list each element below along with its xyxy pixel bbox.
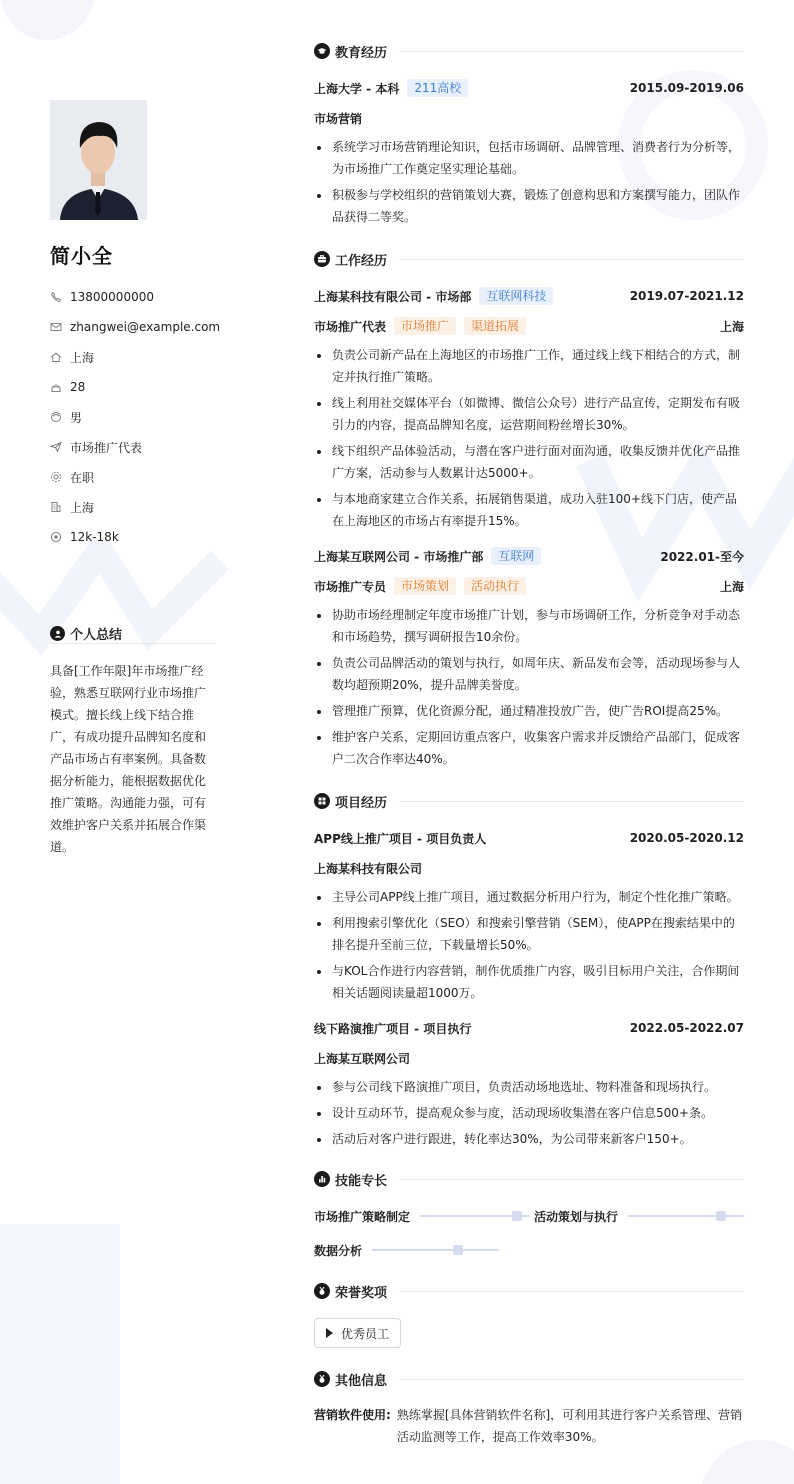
job-company: 上海某科技有限公司 - 市场部	[314, 289, 472, 304]
list-item: 利用搜索引擎优化（SEO）和搜索引擎营销（SEM），使APP在搜索结果中的排名提升至前三位，下载量增长50%。	[314, 912, 744, 956]
awards-list	[314, 1318, 744, 1348]
contact-info-list	[50, 282, 221, 552]
skill-name: 市场推广策略制定	[314, 1209, 411, 1224]
section-divider	[399, 51, 744, 52]
list-item: 协助市场经理制定年度市场推广计划，参与市场调研工作，分析竞争对手动态和市场趋势，撰写调研报告10余份。	[314, 604, 744, 648]
avatar	[50, 100, 147, 220]
decor-bottom-left-rect	[0, 1224, 120, 1484]
home-icon	[50, 351, 62, 363]
info-gender-value: 男	[70, 410, 83, 425]
job-header-row	[314, 286, 744, 306]
mail-icon	[50, 321, 62, 333]
award-label: 优秀员工	[341, 1326, 390, 1341]
job-city: 上海	[719, 579, 744, 594]
graduation-cap-icon	[314, 43, 330, 59]
decor-top-left-circle	[0, 0, 95, 40]
project-header-row	[314, 828, 744, 848]
main-column	[314, 40, 744, 1448]
list-item: 设计互动环节，提高观众参与度，活动现场收集潜在客户信息500+条。	[314, 1102, 744, 1124]
job-role: 市场推广代表	[314, 319, 387, 334]
awards-title: 荣誉奖项	[335, 1285, 388, 1301]
major-row	[314, 108, 744, 128]
project-company-row	[314, 1048, 744, 1068]
info-position-value: 市场推广代表	[70, 440, 143, 455]
other-label: 营销软件使用:	[314, 1408, 391, 1422]
info-salary-value: 12k-18k	[70, 530, 119, 544]
list-item: 线上利用社交媒体平台（如微博、微信公众号）进行产品宣传，定期发布有吸引力的内容，提高品牌知名度，运营期间粉丝增长30%。	[314, 392, 744, 436]
skills-row	[314, 1240, 744, 1260]
work-section	[314, 248, 744, 770]
info-status-value: 在职	[70, 470, 95, 485]
education-section	[314, 40, 744, 228]
list-item: 负责公司新产品在上海地区的市场推广工作，通过线上线下相结合的方式，制定并执行推广策略。	[314, 344, 744, 388]
list-item: 与本地商家建立合作关系，拓展销售渠道，成功入驻100+线下门店，使产品在上海地区的市场占有率提升15%。	[314, 488, 744, 532]
other-title: 其他信息	[335, 1373, 388, 1389]
project-header-row	[314, 1018, 744, 1038]
list-item: 参与公司线下路演推广项目，负责活动场地选址、物料准备和现场执行。	[314, 1076, 744, 1098]
job-role-row	[314, 316, 744, 336]
skills-header	[314, 1168, 744, 1190]
other-text: 熟练掌握[具体营销软件名称]，可利用其进行客户关系管理、营销活动监测等工作，提高工作效率30%。	[396, 1408, 743, 1444]
project-company: 上海某科技有限公司	[314, 861, 423, 876]
education-row	[314, 78, 744, 98]
major-name: 市场营销	[314, 111, 363, 126]
awards-section	[314, 1280, 744, 1348]
job-entry	[314, 286, 744, 532]
play-icon	[326, 1328, 333, 1338]
section-divider	[399, 1291, 744, 1292]
project-entry	[314, 828, 744, 1004]
user-icon	[50, 626, 65, 641]
projects-section	[314, 790, 744, 1150]
skills-row	[314, 1206, 744, 1226]
briefcase-icon	[314, 251, 330, 267]
info-icon	[314, 1371, 330, 1387]
info-age	[50, 372, 216, 402]
skill-level-knob	[453, 1245, 463, 1255]
job-bullets	[314, 344, 744, 532]
skills-section	[314, 1168, 744, 1260]
send-icon	[50, 441, 62, 453]
building-icon	[50, 501, 62, 513]
projects-title: 项目经历	[335, 795, 388, 811]
job-bullets	[314, 604, 744, 770]
project-name: APP线上推广项目 - 项目负责人	[314, 831, 487, 846]
job-city: 上海	[719, 319, 744, 334]
skill-item	[534, 1206, 744, 1226]
skill-name: 活动策划与执行	[533, 1209, 618, 1224]
profile-column	[50, 100, 221, 552]
job-period: 2019.07-2021.12	[629, 289, 744, 303]
work-title: 工作经历	[335, 253, 388, 269]
award-item	[314, 1318, 401, 1348]
project-name: 线下路演推广项目 - 项目执行	[314, 1021, 472, 1036]
education-bullets	[314, 136, 744, 228]
role-tag: 活动执行	[464, 577, 526, 595]
project-entry	[314, 1018, 744, 1150]
skills-title: 技能专长	[335, 1173, 388, 1189]
skill-level-knob	[512, 1211, 522, 1221]
summary-section-header	[50, 624, 216, 644]
list-item: 线下组织产品体验活动，与潜在客户进行面对面沟通，收集反馈并优化产品推广方案，活动参与人数累计达5000+。	[314, 440, 744, 484]
job-industry-tag: 互联网科技	[479, 287, 553, 305]
skill-level-bar	[628, 1215, 744, 1217]
info-location-value: 上海	[70, 350, 95, 365]
job-industry-tag: 互联网	[491, 547, 541, 565]
grid-icon	[314, 793, 330, 809]
skill-item	[314, 1206, 534, 1226]
projects-header	[314, 790, 744, 812]
list-item: 管理推广预算，优化资源分配，通过精准投放广告，使广告ROI提高25%。	[314, 700, 744, 722]
salary-icon	[50, 531, 62, 543]
gender-icon	[50, 411, 62, 423]
info-location	[50, 342, 216, 372]
section-divider	[399, 1379, 744, 1380]
info-phone	[50, 282, 216, 312]
info-city	[50, 492, 216, 522]
list-item: 负责公司品牌活动的策划与执行，如周年庆、新品发布会等，活动现场参与人数均超预期20%，提升品牌美誉度。	[314, 652, 744, 696]
awards-header	[314, 1280, 744, 1302]
skill-name: 数据分析	[314, 1243, 363, 1258]
list-item: 系统学习市场营销理论知识，包括市场调研、品牌管理、消费者行为分析等，为市场推广工作奠定坚实理论基础。	[314, 136, 744, 180]
bar-chart-icon	[314, 1171, 330, 1187]
skill-level-bar	[420, 1215, 530, 1217]
job-role-row	[314, 576, 744, 596]
info-email-value: zhangwei@example.com	[70, 320, 221, 334]
school-tag: 211高校	[407, 79, 468, 97]
info-status	[50, 462, 216, 492]
status-icon	[50, 471, 62, 483]
job-header-row	[314, 546, 744, 566]
skill-level-bar	[372, 1249, 499, 1251]
info-city-value: 上海	[70, 500, 95, 515]
phone-icon	[50, 291, 62, 303]
section-divider	[399, 259, 744, 260]
section-divider	[399, 1179, 744, 1180]
project-company-row	[314, 858, 744, 878]
info-gender	[50, 402, 216, 432]
list-item: 主导公司APP线上推广项目，通过数据分析用户行为，制定个性化推广策略。	[314, 886, 744, 908]
education-header	[314, 40, 744, 62]
info-age-value: 28	[70, 380, 86, 394]
project-period: 2022.05-2022.07	[629, 1021, 744, 1035]
education-title: 教育经历	[335, 45, 388, 61]
list-item: 积极参与学校组织的营销策划大赛，锻炼了创意构思和方案撰写能力，团队作品获得二等奖。	[314, 184, 744, 228]
list-item: 维护客户关系，定期回访重点客户，收集客户需求并反馈给产品部门，促成客户二次合作率达40%。	[314, 726, 744, 770]
school-name: 上海大学 - 本科	[314, 81, 400, 96]
other-section	[314, 1368, 744, 1448]
education-period: 2015.09-2019.06	[629, 81, 744, 95]
skill-item	[314, 1240, 744, 1260]
role-tag: 渠道拓展	[464, 317, 526, 335]
project-period: 2020.05-2020.12	[629, 831, 744, 845]
work-header	[314, 248, 744, 270]
other-row	[314, 1404, 744, 1448]
project-company: 上海某互联网公司	[314, 1051, 411, 1066]
job-entry	[314, 546, 744, 770]
avatar-portrait	[50, 100, 147, 220]
medal-icon	[314, 1283, 330, 1299]
summary-text: 具备[工作年限]年市场推广经验，熟悉互联网行业市场推广模式。擅长线上线下结合推广，有成功提升品牌知名度和产品市场占有率案例。具备数据分析能力，能根据数据优化推广策略。沟通能力强，可有效维护客户关系并拓展合作渠道。	[50, 664, 207, 854]
job-company: 上海某互联网公司 - 市场推广部	[314, 549, 484, 564]
list-item: 活动后对客户进行跟进，转化率达30%，为公司带来新客户150+。	[314, 1128, 744, 1150]
job-period: 2022.01-至今	[660, 549, 744, 564]
project-bullets	[314, 1076, 744, 1150]
age-icon	[50, 381, 62, 393]
info-email	[50, 312, 221, 342]
summary-title: 个人总结	[70, 628, 123, 643]
info-salary	[50, 522, 216, 552]
info-position	[50, 432, 216, 462]
other-header	[314, 1368, 744, 1390]
section-divider	[399, 801, 744, 802]
role-tag: 市场推广	[394, 317, 456, 335]
project-bullets	[314, 886, 744, 1004]
info-phone-value: 13800000000	[70, 290, 154, 304]
job-role: 市场推广专员	[314, 579, 387, 594]
skill-level-knob	[716, 1211, 726, 1221]
candidate-name: 简小全	[50, 244, 113, 268]
list-item: 与KOL合作进行内容营销，制作优质推广内容，吸引目标用户关注，合作期间相关话题阅读量超1000万。	[314, 960, 744, 1004]
role-tag: 市场策划	[394, 577, 456, 595]
